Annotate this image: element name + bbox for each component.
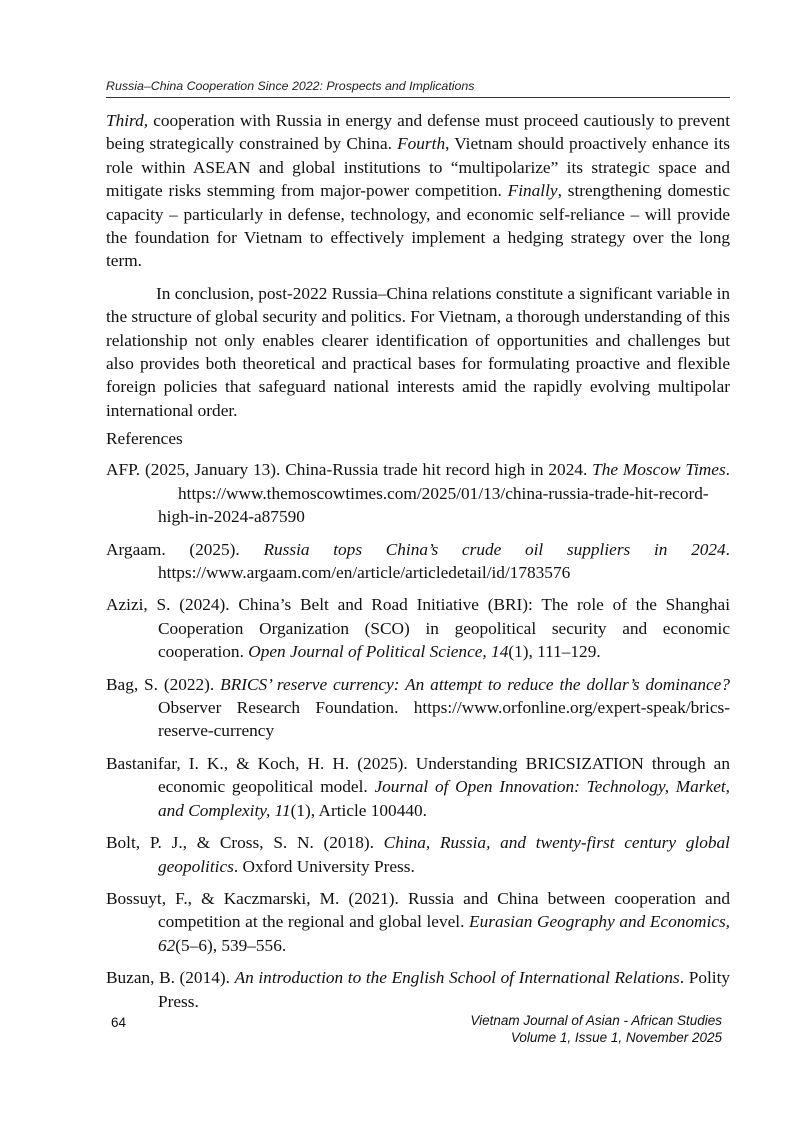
- running-header: Russia–China Cooperation Since 2022: Prospects and Implications: [106, 79, 475, 93]
- text-run: (5–6), 539–556.: [175, 935, 287, 955]
- text-run: Bolt, P. J., & Cross, S. N. (2018).: [106, 833, 384, 853]
- reference-entry: [106, 966, 730, 1013]
- text-run: Buzan, B. (2014).: [106, 968, 235, 988]
- italic-text: Finally: [507, 181, 558, 201]
- reference-entry: [106, 593, 730, 663]
- italic-text: Russia tops China’s crude oil suppliers in 2024: [263, 539, 726, 559]
- text-run: https://www.themoscowtimes.com/2025/01/13/china-russia-trade-hit-record-high-in-2024-a87590: [158, 483, 709, 527]
- page-number: 64: [111, 1015, 127, 1030]
- italic-text: The Moscow Times: [592, 460, 726, 480]
- text-run: Azizi, S. (2024). China’s Belt and Road Initiative (BRI): The role of the Shanghai Cooperation Organization (SCO) in geopolitical security and economic cooperation.: [106, 595, 730, 662]
- paragraph-conclusion: [106, 282, 730, 422]
- text-run: Vietnam should proactively enhance its role within ASEAN and global institutions to “multipolarize” its strategic space and mitigate risks stemming from major-power competition.: [106, 134, 730, 201]
- text-run: (1), Article 100440.: [290, 800, 427, 820]
- italic-text: China, Russia, and twenty-first century global geopolitics: [158, 833, 730, 876]
- text-run: Bossuyt, F., & Kaczmarski, M. (2021). Russia and China between cooperation and competition at the regional and global level.: [106, 888, 730, 932]
- italic-text: An introduction to the English School of International Relations: [234, 968, 680, 988]
- reference-entry: [106, 752, 730, 822]
- text-run: Argaam. (2025).: [106, 539, 264, 559]
- italic-text: Eurasian Geography and Economics, 62: [158, 912, 731, 955]
- italic-text: Fourth,: [397, 134, 450, 154]
- text-run: Bastanifar, I. K., & Koch, H. H. (2025). Understanding BRICSIZATION through an economic geopolitical model.: [106, 753, 730, 797]
- italic-text: Journal of Open Innovation: Technology, Market, and Complexity, 11: [158, 777, 730, 820]
- journal-issue: Volume 1, Issue 1, November 2025: [510, 1030, 722, 1045]
- italic-text: Third,: [106, 111, 149, 130]
- text-run: cooperation with Russia in energy and defense must proceed cautiously to prevent being strategically constrained by China.: [106, 111, 730, 154]
- text-run: AFP. (2025, January 13). China-Russia trade hit record high in 2024.: [106, 460, 593, 480]
- paragraph-recommendations: [106, 109, 730, 273]
- reference-list: [106, 458, 730, 1013]
- text-run: Bag, S. (2022).: [106, 674, 221, 694]
- reference-entry: [106, 831, 730, 878]
- reference-entry: [106, 673, 730, 743]
- body-text: [106, 109, 730, 422]
- text-run: . Oxford University Press.: [233, 856, 415, 876]
- text-run: In conclusion, post-2022 Russia–China relations constitute a significant variable in the structure of global security and politics. For Vietnam, a thorough understanding of this relationship not only enables clearer identification of opportunities and challenges but also provides both theoretical and practical bases for formulating proactive and flexible foreign policies that safeguard national interests amid the rapidly evolving multipolar international order.: [106, 283, 731, 420]
- references-heading: References: [106, 429, 183, 448]
- journal-info: [470, 1012, 722, 1046]
- italic-text: BRICS’ reserve currency: An attempt to reduce the dollar’s dominance?: [220, 674, 730, 694]
- text-run: Observer Research Foundation. https://www.orfonline.org/expert-speak/brics-reserve-currency: [158, 698, 730, 741]
- journal-title: Vietnam Journal of Asian - African Studies: [470, 1013, 722, 1028]
- reference-entry: [106, 538, 730, 585]
- references-section: [106, 427, 730, 1022]
- reference-entry: [106, 458, 730, 528]
- text-run: , strengthening domestic capacity – particularly in defense, technology, and economic self-reliance – will provide the foundation for Vietnam to effectively implement a hedging strategy over the long term.: [106, 181, 730, 271]
- text-run: (1), 111–129.: [508, 642, 601, 662]
- reference-entry: [106, 887, 730, 957]
- italic-text: Open Journal of Political Science, 14: [248, 642, 509, 662]
- text-run: .: [725, 460, 730, 480]
- header-rule: [106, 97, 730, 98]
- text-run: . https://www.argaam.com/en/article/articledetail/id/1783576: [158, 539, 730, 583]
- text-run: . Polity Press.: [158, 968, 731, 1011]
